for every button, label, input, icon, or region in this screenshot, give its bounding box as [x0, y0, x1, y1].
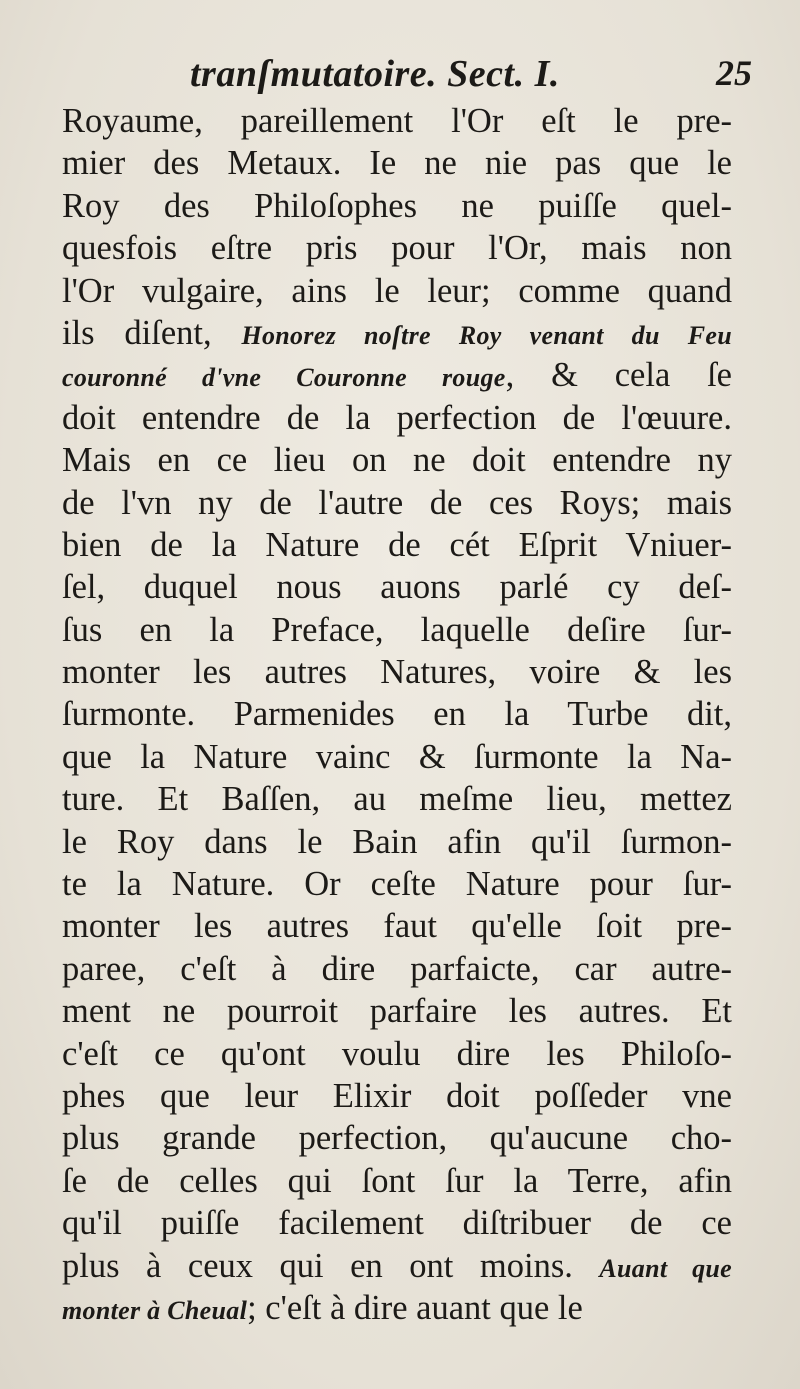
- text-segment: ils diſent,: [62, 313, 242, 352]
- running-title: tranſmutatoire. Sect. I.: [190, 53, 560, 95]
- text-line: [62, 1075, 732, 1117]
- text-line: [62, 1287, 732, 1329]
- italic-quote: Honorez noſtre Roy venant du Feu: [241, 320, 732, 350]
- text-line: [62, 651, 732, 693]
- text-segment: te la Nature. Or ceſte Nature pour ſur-: [62, 865, 732, 904]
- text-line: [62, 905, 732, 947]
- text-line: [62, 736, 732, 778]
- text-segment: ; c'eſt à dire auant que le: [247, 1288, 583, 1327]
- text-segment: bien de la Nature de cét Eſprit Vniuer-: [62, 525, 732, 564]
- text-line: [62, 1245, 732, 1287]
- text-line: [62, 1033, 732, 1075]
- body-text: [62, 100, 732, 1329]
- italic-quote: Auant que: [599, 1253, 733, 1283]
- text-segment: l'Or vulgaire, ains le leur; comme quand: [62, 271, 732, 310]
- text-segment: mier des Metaux. Ie ne nie pas que le: [62, 144, 732, 183]
- text-line: [62, 439, 732, 481]
- text-segment: , & cela ſe: [505, 356, 732, 395]
- text-segment: Mais en ce lieu on ne doit entendre ny: [62, 441, 732, 480]
- text-line: [62, 1202, 732, 1244]
- text-line: [62, 354, 732, 396]
- text-line: [62, 1160, 732, 1202]
- text-segment: quesfois eſtre pris pour l'Or, mais non: [62, 229, 732, 268]
- text-line: [62, 821, 732, 863]
- text-line: [62, 142, 732, 184]
- text-line: [62, 566, 732, 608]
- text-line: [62, 1117, 732, 1159]
- text-segment: de l'vn ny de l'autre de ces Roys; mais: [62, 483, 732, 522]
- text-line: [62, 397, 732, 439]
- text-segment: ment ne pourroit parfaire les autres. Et: [62, 992, 732, 1031]
- text-line: [62, 524, 732, 566]
- page-number: 25: [716, 53, 752, 93]
- text-segment: Roy des Philoſophes ne puiſſe quel-: [62, 186, 732, 225]
- text-line: [62, 185, 732, 227]
- text-segment: ſe de celles qui ſont ſur la Terre, afin: [62, 1161, 732, 1200]
- text-line: [62, 227, 732, 269]
- text-line: [62, 482, 732, 524]
- italic-quote: monter à Cheual: [62, 1295, 248, 1325]
- text-line: [62, 948, 732, 990]
- text-segment: qu'il puiſſe facilement diſtribuer de ce: [62, 1204, 732, 1243]
- italic-quote: couronné d'vne Couronne rouge: [62, 363, 506, 393]
- text-segment: le Roy dans le Bain afin qu'il ſurmon-: [62, 822, 732, 861]
- text-segment: ſus en la Preface, laquelle deſire ſur-: [62, 610, 732, 649]
- text-segment: monter les autres faut qu'elle ſoit pre-: [62, 907, 732, 946]
- text-segment: ture. Et Baſſen, au meſme lieu, mettez: [62, 780, 732, 819]
- text-line: [62, 693, 732, 735]
- text-segment: c'eſt ce qu'ont voulu dire les Philoſo-: [62, 1034, 732, 1073]
- text-line: [62, 609, 732, 651]
- text-segment: paree, c'eſt à dire parfaicte, car autre-: [62, 949, 732, 988]
- text-segment: ſurmonte. Parmenides en la Turbe dit,: [62, 695, 732, 734]
- text-segment: phes que leur Elixir doit poſſeder vne: [62, 1076, 732, 1115]
- text-line: [62, 270, 732, 312]
- text-segment: doit entendre de la perfection de l'œuure.: [62, 398, 732, 437]
- text-line: [62, 312, 732, 354]
- text-segment: ſel, duquel nous auons parlé cy deſ-: [62, 568, 732, 607]
- text-segment: monter les autres Natures, voire & les: [62, 653, 732, 692]
- page-header: [60, 52, 760, 98]
- text-segment: plus à ceux qui en ont moins.: [62, 1246, 600, 1285]
- text-line: [62, 778, 732, 820]
- text-segment: plus grande perfection, qu'aucune cho-: [62, 1119, 732, 1158]
- text-segment: Royaume, pareillement l'Or eſt le pre-: [62, 102, 732, 140]
- text-segment: que la Nature vainc & ſurmonte la Na-: [62, 737, 732, 776]
- text-line: [62, 863, 732, 905]
- text-line: [62, 100, 732, 142]
- text-line: [62, 990, 732, 1032]
